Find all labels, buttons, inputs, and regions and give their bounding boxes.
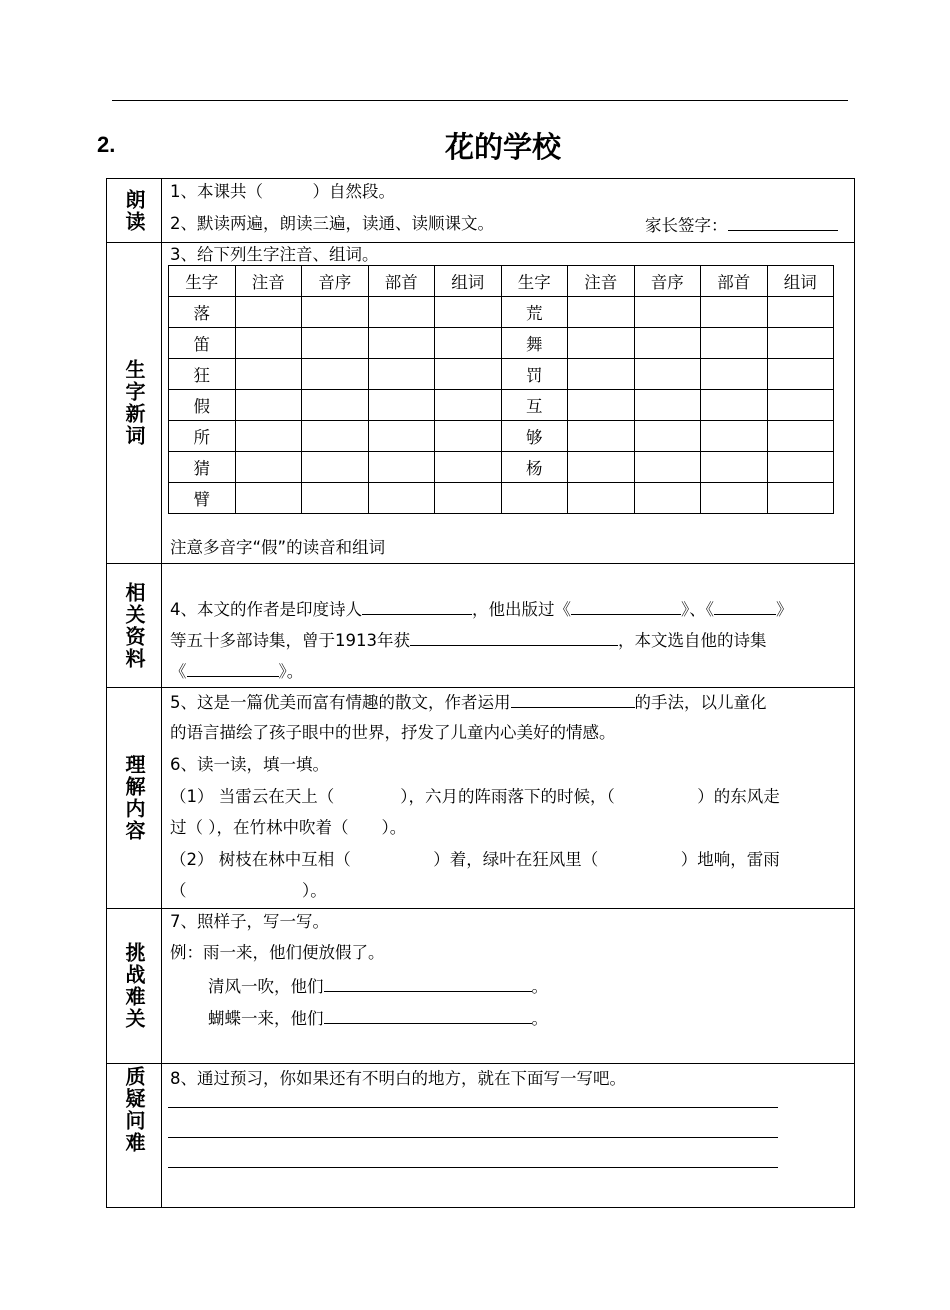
- answer-cell[interactable]: [767, 452, 834, 483]
- answer-cell[interactable]: [302, 390, 369, 421]
- lesson-title: [0, 125, 950, 166]
- answer-cell[interactable]: [767, 421, 834, 452]
- word-table: [168, 265, 834, 514]
- answer-cell[interactable]: [701, 452, 768, 483]
- answer-cell[interactable]: [634, 297, 701, 328]
- answer-cell[interactable]: [701, 390, 768, 421]
- answer-cell[interactable]: [701, 483, 768, 514]
- answer-cell[interactable]: [302, 421, 369, 452]
- answer-cell[interactable]: [701, 297, 768, 328]
- question-4-line-2: 等五十多部诗集，曾于1913年获 ，本文选自他的诗集: [170, 628, 767, 652]
- answer-cell[interactable]: [302, 359, 369, 390]
- question-6-2-line-2: （ ）。: [170, 881, 327, 900]
- char-cell: 荒: [501, 297, 568, 328]
- section-label: 生字新词: [107, 243, 162, 563]
- answer-cell[interactable]: [368, 483, 435, 514]
- answer-cell[interactable]: [634, 359, 701, 390]
- answer-cell[interactable]: [634, 390, 701, 421]
- answer-cell[interactable]: [302, 452, 369, 483]
- answer-cell[interactable]: [634, 328, 701, 359]
- question-6-1-line-1: （1） 当雷云在天上（ ），六月的阵雨落下的时候，（ ）的东风走: [170, 787, 780, 806]
- answer-cell[interactable]: [302, 297, 369, 328]
- char-cell: 笛: [169, 328, 236, 359]
- answer-cell[interactable]: [235, 421, 302, 452]
- char-cell: 舞: [501, 328, 568, 359]
- char-cell: 够: [501, 421, 568, 452]
- char-cell: 猜: [169, 452, 236, 483]
- example-sentence: 例：雨一来，他们便放假了。: [170, 943, 385, 962]
- answer-cell[interactable]: [701, 328, 768, 359]
- sentence-2-blank[interactable]: [324, 1006, 532, 1024]
- header-cell: 组词: [767, 266, 834, 297]
- polyphone-note: 注意多音字“假”的读音和组词: [170, 538, 386, 557]
- table-row: [169, 483, 834, 514]
- question-6-2-line-1: （2） 树枝在林中互相（ ）着，绿叶在狂风里（ ）地响，雷雨: [170, 850, 780, 869]
- answer-cell[interactable]: [568, 390, 635, 421]
- answer-cell[interactable]: [767, 328, 834, 359]
- section-label: 质疑问难: [107, 1064, 162, 1207]
- lesson-title-text: 花的学校: [444, 130, 561, 164]
- answer-cell[interactable]: [435, 390, 502, 421]
- answer-cell[interactable]: [302, 483, 369, 514]
- header-cell: 生字: [169, 266, 236, 297]
- table-row: [169, 359, 834, 390]
- question-5-line-1: 5、这是一篇优美而富有情趣的散文，作者运用 的手法，以儿童化: [170, 690, 767, 714]
- answer-cell[interactable]: [568, 483, 635, 514]
- answer-cell[interactable]: [701, 421, 768, 452]
- answer-line[interactable]: [168, 1167, 778, 1168]
- answer-cell[interactable]: [568, 297, 635, 328]
- poet-blank[interactable]: [362, 597, 472, 615]
- sentence-2: 蝴蝶一来，他们 。: [208, 1006, 548, 1030]
- answer-cell[interactable]: [368, 452, 435, 483]
- answer-cell[interactable]: [767, 359, 834, 390]
- table-row: [169, 390, 834, 421]
- answer-cell[interactable]: [435, 421, 502, 452]
- header-cell: 音序: [302, 266, 369, 297]
- book-blank-1[interactable]: [571, 597, 681, 615]
- section-label: 相关资料: [107, 564, 162, 687]
- answer-cell[interactable]: [368, 421, 435, 452]
- lesson-number: 2.: [97, 132, 116, 157]
- header-cell: 注音: [235, 266, 302, 297]
- table-header-row: [169, 266, 834, 297]
- table-row: [169, 421, 834, 452]
- answer-cell[interactable]: [634, 483, 701, 514]
- question-4-line-3: 《 》。: [170, 659, 303, 683]
- answer-cell[interactable]: [568, 421, 635, 452]
- question-1: 1、本课共（ ）自然段。: [170, 182, 395, 201]
- question-6-1-line-2: 过（ ），在竹林中吹着（ ）。: [170, 818, 407, 837]
- char-cell: 臂: [169, 483, 236, 514]
- answer-line[interactable]: [168, 1107, 778, 1108]
- question-7: 7、照样子，写一写。: [170, 912, 329, 931]
- section-label: 朗读: [107, 179, 162, 242]
- parent-sign-label: 家长签字：: [645, 213, 838, 237]
- technique-blank[interactable]: [511, 690, 635, 708]
- answer-cell[interactable]: [235, 452, 302, 483]
- answer-cell[interactable]: [435, 483, 502, 514]
- question-3: 3、给下列生字注音、组词。: [170, 245, 379, 264]
- question-2: 2、默读两遍，朗读三遍，读通、读顺课文。: [170, 214, 494, 233]
- answer-cell[interactable]: [568, 452, 635, 483]
- answer-cell[interactable]: [435, 328, 502, 359]
- char-cell: 假: [169, 390, 236, 421]
- char-cell: 狂: [169, 359, 236, 390]
- answer-cell[interactable]: [368, 297, 435, 328]
- prize-blank[interactable]: [410, 628, 618, 646]
- header-cell: 音序: [634, 266, 701, 297]
- char-cell: [501, 483, 568, 514]
- char-cell: 落: [169, 297, 236, 328]
- char-cell: 杨: [501, 452, 568, 483]
- answer-cell[interactable]: [235, 483, 302, 514]
- question-6: 6、读一读，填一填。: [170, 755, 329, 774]
- answer-cell[interactable]: [767, 483, 834, 514]
- answer-cell[interactable]: [435, 359, 502, 390]
- answer-cell[interactable]: [767, 390, 834, 421]
- char-cell: 互: [501, 390, 568, 421]
- answer-cell[interactable]: [235, 359, 302, 390]
- table-row: [169, 297, 834, 328]
- answer-cell[interactable]: [368, 359, 435, 390]
- section-label: 理解内容: [107, 688, 162, 908]
- table-row: [169, 328, 834, 359]
- header-rule: [112, 100, 848, 101]
- table-row: [169, 452, 834, 483]
- answer-cell[interactable]: [235, 328, 302, 359]
- answer-cell[interactable]: [634, 421, 701, 452]
- answer-cell[interactable]: [435, 297, 502, 328]
- book-blank-2[interactable]: [714, 597, 776, 615]
- answer-line[interactable]: [168, 1137, 778, 1138]
- header-cell: 生字: [501, 266, 568, 297]
- question-5-line-2: 的语言描绘了孩子眼中的世界，抒发了儿童内心美好的情感。: [170, 723, 616, 742]
- char-cell: 罚: [501, 359, 568, 390]
- answer-cell[interactable]: [235, 390, 302, 421]
- header-cell: 组词: [435, 266, 502, 297]
- answer-cell[interactable]: [302, 328, 369, 359]
- section-label: 挑战难关: [107, 909, 162, 1063]
- answer-cell[interactable]: [435, 452, 502, 483]
- header-cell: 部首: [701, 266, 768, 297]
- answer-cell[interactable]: [767, 297, 834, 328]
- answer-cell[interactable]: [701, 359, 768, 390]
- header-cell: 部首: [368, 266, 435, 297]
- char-cell: 所: [169, 421, 236, 452]
- collection-blank[interactable]: [187, 659, 279, 677]
- question-8: 8、通过预习，你如果还有不明白的地方，就在下面写一写吧。: [170, 1069, 626, 1088]
- parent-sign-blank[interactable]: [728, 213, 838, 231]
- sentence-1-blank[interactable]: [324, 974, 532, 992]
- answer-cell[interactable]: [634, 452, 701, 483]
- answer-cell[interactable]: [368, 328, 435, 359]
- header-cell: 注音: [568, 266, 635, 297]
- sentence-1: 清风一吹，他们 。: [208, 974, 548, 998]
- answer-cell[interactable]: [568, 328, 635, 359]
- answer-cell[interactable]: [235, 297, 302, 328]
- question-4-line-1: 4、本文的作者是印度诗人 ，他出版过《 》、《 》: [170, 597, 793, 621]
- answer-cell[interactable]: [368, 390, 435, 421]
- answer-cell[interactable]: [568, 359, 635, 390]
